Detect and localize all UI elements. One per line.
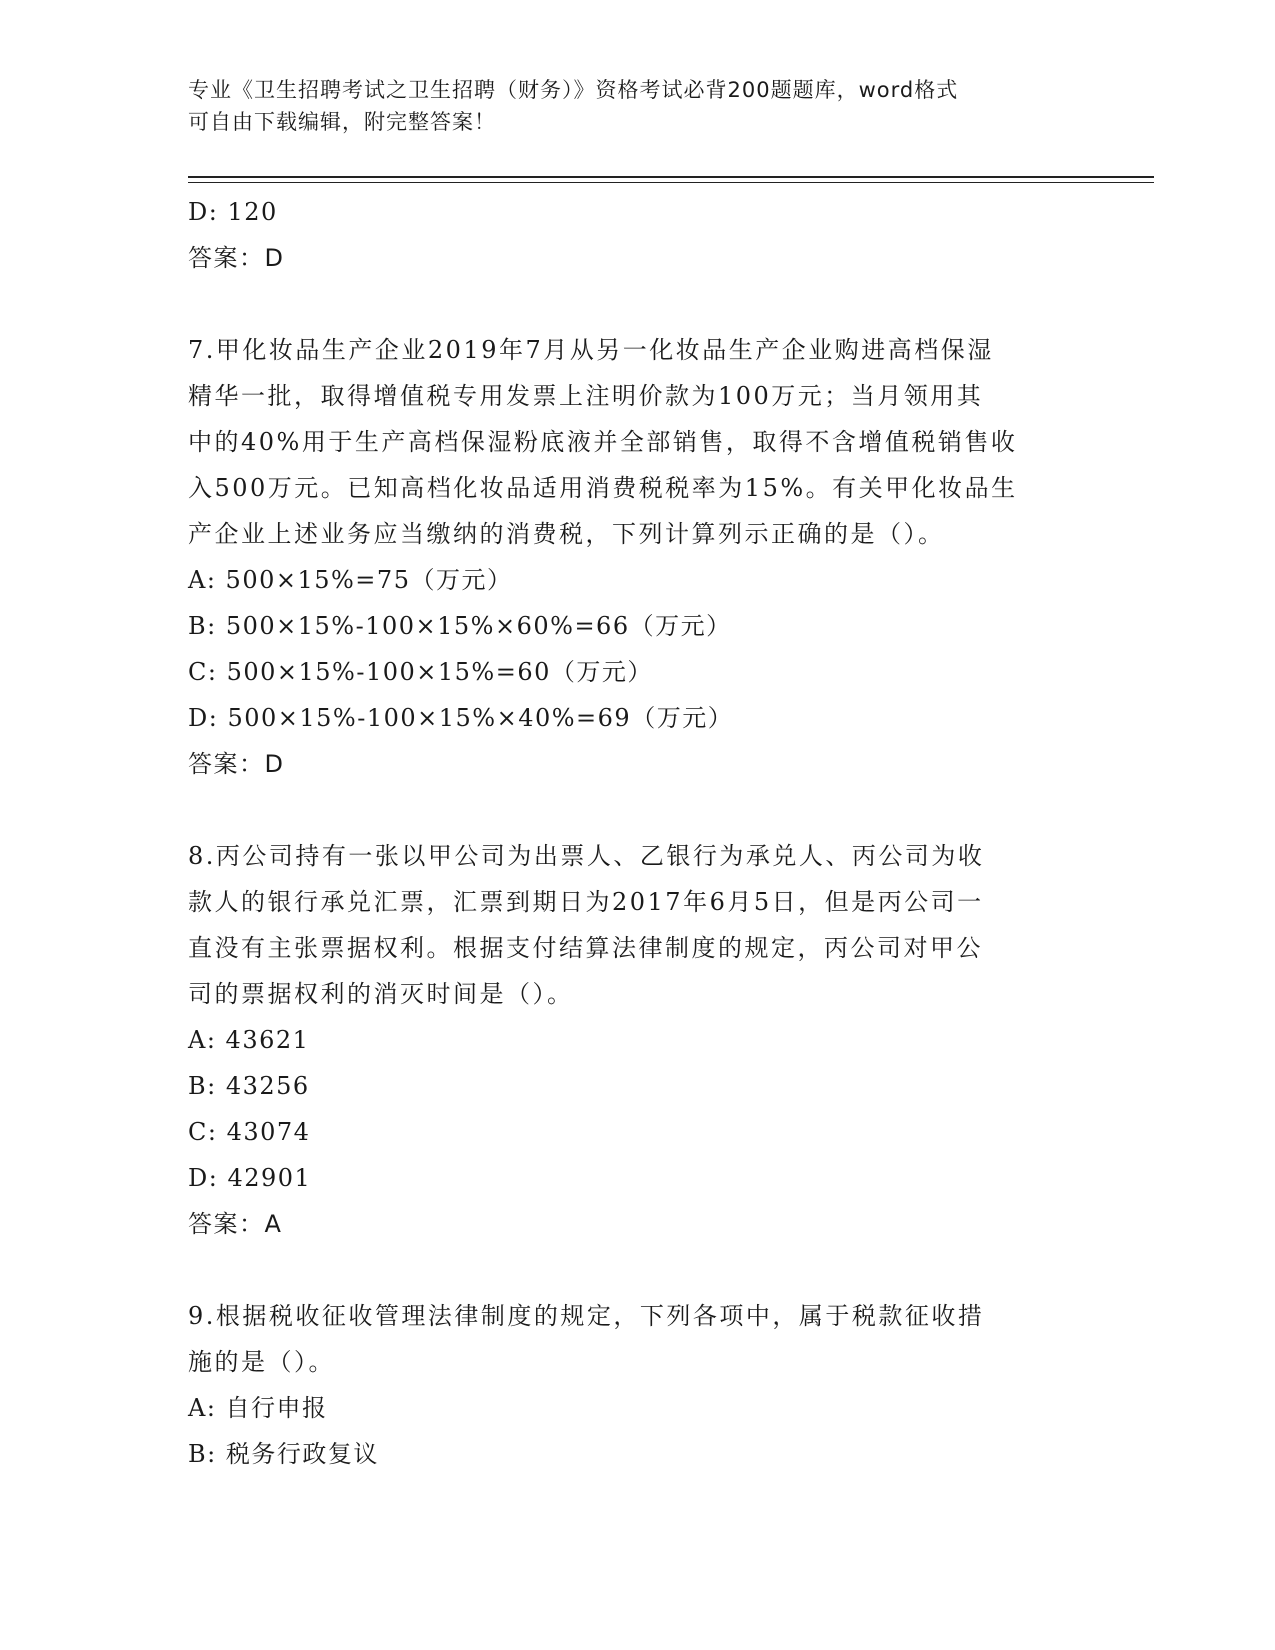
question-text (188, 1293, 1088, 1385)
spacer (188, 281, 1088, 327)
option-a: A: 500×15%=75（万元） (188, 566, 513, 594)
question-line: 9.根据税收征收管理法律制度的规定，下列各项中，属于税款征收措 (188, 1302, 985, 1330)
option-d: D: 500×15%-100×15%×40%=69（万元） (188, 704, 734, 732)
option-b: B: 500×15%-100×15%×60%=66（万元） (188, 612, 732, 640)
question-9 (188, 1293, 1088, 1477)
header-divider-thin (188, 182, 1154, 183)
option-a: A: 43621 (188, 1026, 310, 1054)
question-line: 款人的银行承兑汇票，汇票到期日为2017年6月5日，但是丙公司一 (188, 888, 984, 916)
question-7 (188, 327, 1088, 787)
question-line: 精华一批，取得增值税专用发票上注明价款为100万元；当月领用其 (188, 382, 984, 410)
option-b: B: 税务行政复议 (188, 1440, 379, 1468)
question-line: 8.丙公司持有一张以甲公司为出票人、乙银行为承兑人、丙公司为收 (188, 842, 985, 870)
question-line: 7.甲化妆品生产企业2019年7月从另一化妆品生产企业购进高档保湿 (188, 336, 994, 364)
answer-line: 答案：D (188, 750, 285, 778)
spacer (188, 1247, 1088, 1293)
question-line: 施的是（）。 (188, 1348, 335, 1376)
answer-line: 答案：D (188, 244, 285, 272)
option-c: C: 500×15%-100×15%=60（万元） (188, 658, 653, 686)
option-b: B: 43256 (188, 1072, 310, 1100)
header-line-1: 专业《卫生招聘考试之卫生招聘（财务）》资格考试必背200题题库，word格式 (188, 78, 959, 102)
document-header (188, 74, 1088, 138)
header-divider-thick (188, 176, 1154, 178)
option-a: A: 自行申报 (188, 1394, 328, 1422)
header-line-2: 可自由下载编辑，附完整答案！ (188, 110, 496, 134)
question-6-tail (188, 189, 1088, 281)
option-d: D: 120 (188, 198, 278, 226)
question-line: 司的票据权利的消灭时间是（）。 (188, 980, 574, 1008)
question-line: 中的40%用于生产高档保湿粉底液并全部销售，取得不含增值税销售收 (188, 428, 1018, 456)
question-line: 直没有主张票据权利。根据支付结算法律制度的规定，丙公司对甲公 (188, 934, 983, 962)
spacer (188, 787, 1088, 833)
answer-line: 答案：A (188, 1210, 283, 1238)
question-line: 入500万元。已知高档化妆品适用消费税税率为15%。有关甲化妆品生 (188, 474, 1018, 502)
option-c: C: 43074 (188, 1118, 311, 1146)
question-8 (188, 833, 1088, 1247)
question-line: 产企业上述业务应当缴纳的消费税，下列计算列示正确的是（）。 (188, 520, 945, 548)
question-text (188, 833, 1088, 1017)
question-text (188, 327, 1088, 557)
question-content (188, 189, 1088, 1477)
option-d: D: 42901 (188, 1164, 312, 1192)
